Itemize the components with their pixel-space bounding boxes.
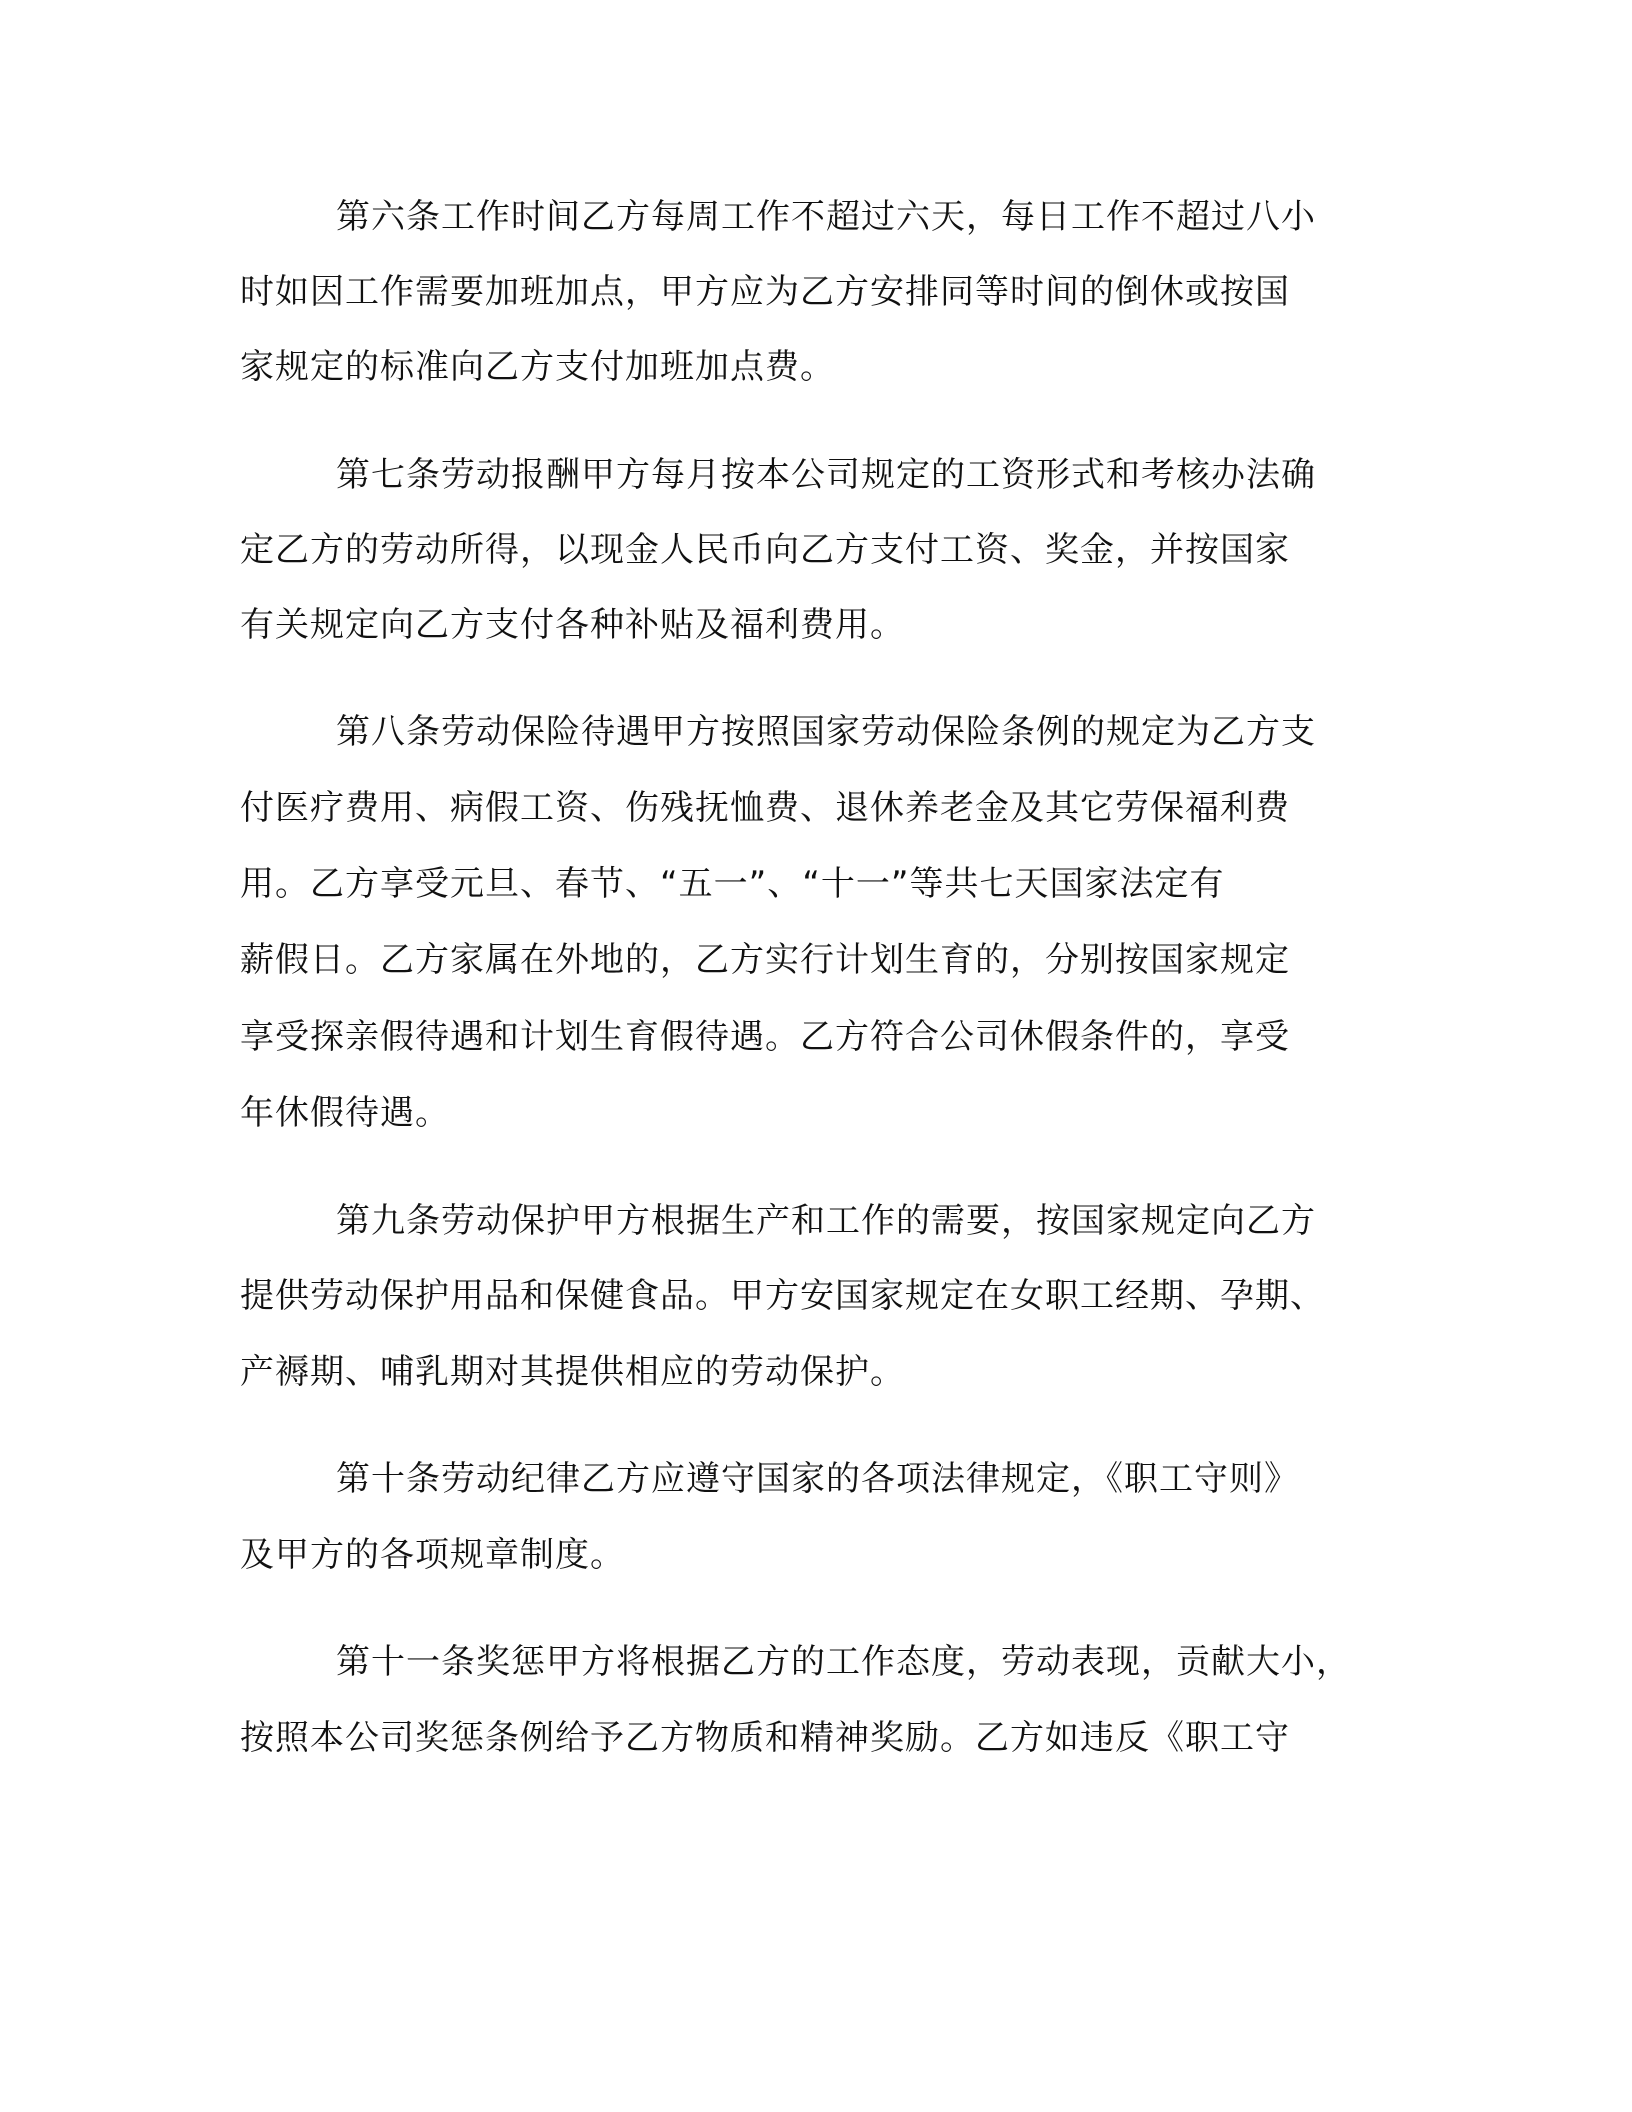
paragraph-line: 付医疗费用、病假工资、伤残抚恤费、退休养老金及其它劳保福利费 (240, 788, 1290, 828)
paragraph-line: 按照本公司奖惩条例给予乙方物质和精神奖励。乙方如违反《职工守 (240, 1718, 1290, 1758)
paragraph-line: 有关规定向乙方支付各种补贴及福利费用。 (240, 605, 905, 645)
paragraph-line: 第六条工作时间乙方每周工作不超过六天，每日工作不超过八小 (336, 197, 1316, 237)
paragraph-line: 产褥期、哺乳期对其提供相应的劳动保护。 (240, 1352, 905, 1392)
paragraph-line: 第十条劳动纪律乙方应遵守国家的各项法律规定，《职工守则》 (336, 1459, 1299, 1499)
paragraph-line: 年休假待遇。 (240, 1093, 450, 1133)
paragraph-line: 第十一条奖惩甲方将根据乙方的工作态度，劳动表现，贡献大小， (336, 1642, 1351, 1682)
paragraph-line: 第八条劳动保险待遇甲方按照国家劳动保险条例的规定为乙方支 (336, 712, 1316, 752)
paragraph-line: 家规定的标准向乙方支付加班加点费。 (240, 347, 835, 387)
paragraph-line: 第七条劳动报酬甲方每月按本公司规定的工资形式和考核办法确 (336, 455, 1316, 495)
paragraph-line: 享受探亲假待遇和计划生育假待遇。乙方符合公司休假条件的，享受 (240, 1017, 1290, 1057)
paragraph-line: 及甲方的各项规章制度。 (240, 1535, 625, 1575)
paragraph-line: 定乙方的劳动所得，以现金人民币向乙方支付工资、奖金，并按国家 (240, 530, 1290, 570)
paragraph-line: 第九条劳动保护甲方根据生产和工作的需要，按国家规定向乙方 (336, 1201, 1316, 1241)
paragraph-line: 时如因工作需要加班加点，甲方应为乙方安排同等时间的倒休或按国 (240, 272, 1290, 312)
paragraph-line: 用。乙方享受元旦、春节、“五一”、“十一”等共七天国家法定有 (240, 864, 1225, 904)
paragraph-line: 薪假日。乙方家属在外地的，乙方实行计划生育的，分别按国家规定 (240, 940, 1290, 980)
paragraph-line: 提供劳动保护用品和保健食品。甲方安国家规定在女职工经期、孕期、 (240, 1276, 1325, 1316)
